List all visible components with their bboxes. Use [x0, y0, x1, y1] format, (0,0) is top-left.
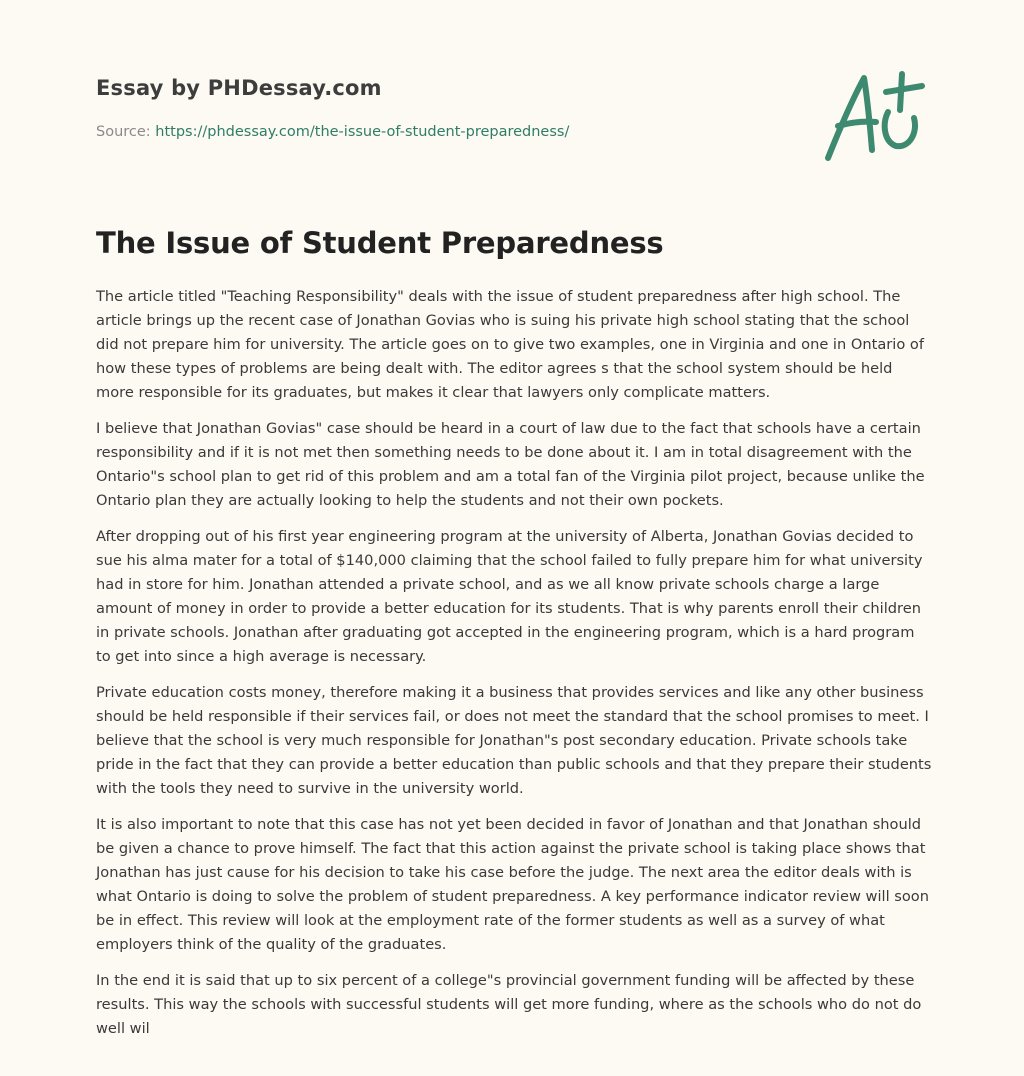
source-line	[96, 124, 569, 140]
essay-paragraph: After dropping out of his first year engineering program at the university of Alberta, Jonathan Govias decided to sue his alma mater for a total of $140,000 claiming that the school failed to fully prepare him for what university had in store for him. Jonathan attended a private school, and as we all know private schools charge a large amount of money in order to provide a better education for its students. That is why parents enroll their children in private schools. Jonathan after graduating got accepted in the engineering program, which is a hard program to get into since a high average is necessary.	[96, 528, 923, 665]
essay-paragraph: Private education costs money, therefore making it a business that provides services and like any other business should be held responsible if their services fail, or does not meet the standard that the school promises to meet. I believe that the school is very much responsible for Jonathan"s post secondary education. Private schools take pride in the fact that they can provide a better education than public schools and that they prepare their students with the tools they need to survive in the university world.	[96, 684, 932, 797]
a-plus-logo-icon	[818, 66, 930, 166]
source-label: Source:	[96, 124, 156, 140]
site-brand: Essay by PHDessay.com	[96, 76, 382, 100]
essay-paragraph: I believe that Jonathan Govias" case should be heard in a court of law due to the fact that schools have a certain responsibility and if it is not met then something needs to be done about it. I am in total disagreement with the Ontario"s school plan to get rid of this problem and am a total fan of the Virginia pilot project, because unlike the Ontario plan they are actually looking to help the students and not their own pockets.	[96, 420, 925, 509]
essay-paragraph: The article titled "Teaching Responsibility" deals with the issue of student preparedness after high school. The article brings up the recent case of Jonathan Govias who is suing his private high school stating that the school did not prepare him for university. The article goes on to give two examples, one in Virginia and one in Ontario of how these types of problems are being dealt with. The editor agrees s that the school system should be held more responsible for its graduates, but makes it clear that lawyers only complicate matters.	[96, 288, 924, 401]
essay-paragraph: It is also important to note that this case has not yet been decided in favor of Jonathan and that Jonathan should be given a chance to prove himself. The fact that this action against the private school is taking place shows that Jonathan has just cause for his decision to take his case before the judge. The next area the editor deals with is what Ontario is doing to solve the problem of student preparedness. A key performance indicator review will soon be in effect. This review will look at the employment rate of the former students as well as a survey of what employers think of the quality of the graduates.	[96, 816, 929, 953]
essay-body	[96, 285, 932, 1053]
source-link[interactable]: https://phdessay.com/the-issue-of-student-preparedness/	[155, 124, 570, 140]
essay-paragraph: In the end it is said that up to six percent of a college"s provincial government funding will be affected by these results. This way the schools with successful students will get more funding, where as the schools who do not do well wil	[96, 972, 922, 1037]
essay-title: The Issue of Student Preparedness	[96, 226, 664, 260]
